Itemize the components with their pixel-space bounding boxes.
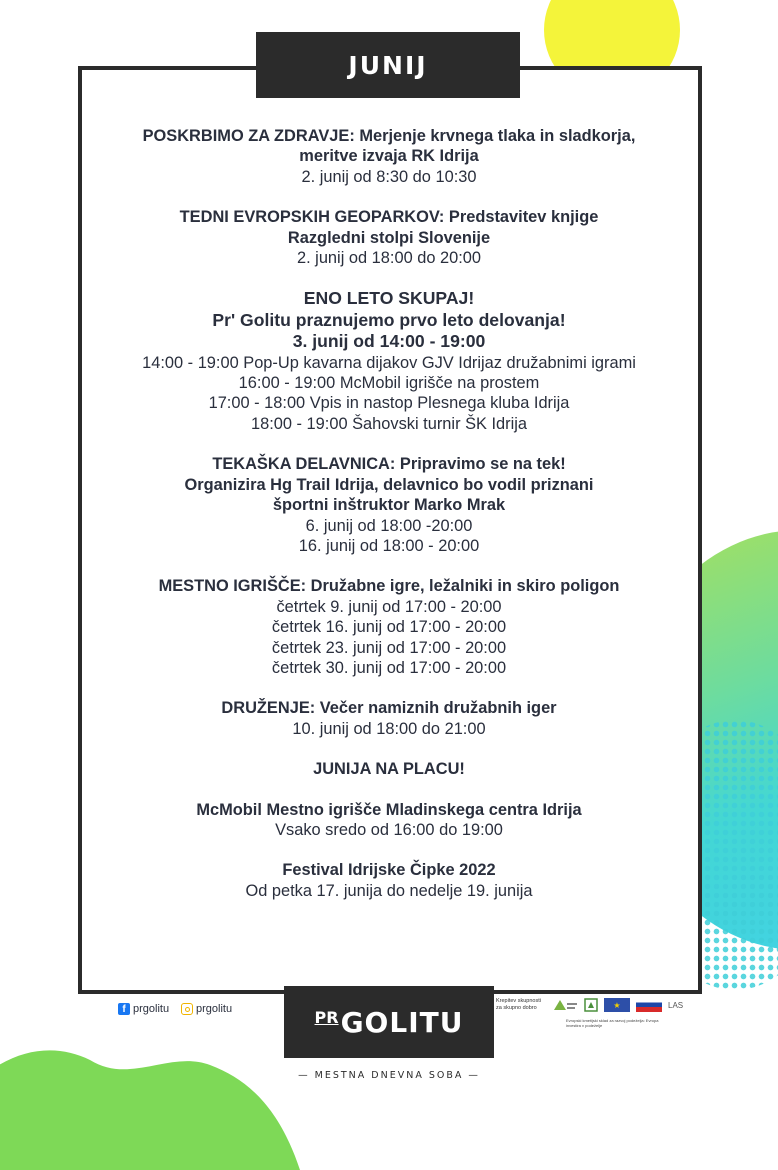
logo-name: GOLITU — [340, 1005, 464, 1039]
event-detail-line: 2. junij od 8:30 do 10:30 — [301, 167, 477, 186]
event-detail-line: 10. junij od 18:00 do 21:00 — [292, 719, 486, 738]
partner-text: Krepitev skupnosti za skupno dobro — [496, 998, 541, 1011]
event-block — [82, 800, 696, 841]
event-detail-line: 17:00 - 18:00 Vpis in nastop Plesnega kluba Idrija — [208, 394, 570, 413]
event-detail-line: Od petka 17. junija do nedelje 19. junija — [245, 881, 533, 900]
event-detail-line: 16. junij od 18:00 - 20:00 — [298, 536, 480, 555]
event-block — [82, 698, 696, 739]
event-heading-line: Razgledni stolpi Slovenije — [287, 228, 491, 247]
facebook-handle[interactable] — [118, 1003, 169, 1015]
event-detail-line: Vsako sredo od 16:00 do 19:00 — [275, 820, 503, 839]
eu-funding-note: Evropski kmetijski sklad za razvoj podeželja: Evropa investira v podeželje — [566, 1018, 659, 1028]
event-detail-line: četrtek 9. junij od 17:00 - 20:00 — [276, 597, 502, 616]
event-detail-line: četrtek 23. junij od 17:00 - 20:00 — [271, 638, 507, 657]
event-block — [82, 454, 696, 556]
logo-prefix: PR — [314, 1008, 339, 1027]
event-heading-line: TEDNI EVROPSKIH GEOPARKOV: Predstavitev knjige — [179, 208, 599, 227]
event-heading-line: športni inštruktor Marko Mrak — [272, 496, 506, 515]
event-heading-line: TEKAŠKA DELAVNICA: Pripravimo se na tek! — [212, 455, 566, 474]
facebook-icon: f — [118, 1003, 130, 1015]
event-block — [82, 207, 696, 268]
event-detail-line: 16:00 - 19:00 McMobil igrišče na prostem — [238, 374, 540, 393]
event-heading-line: 3. junij od 14:00 - 19:00 — [292, 331, 486, 352]
event-heading-line: Pr' Golitu praznujemo prvo leto delovanja! — [212, 309, 566, 330]
leader-logo-icon — [584, 998, 598, 1012]
event-heading-line: DRUŽENJE: Večer namiznih družabnih iger — [221, 699, 557, 718]
slovenia-flag-icon — [636, 998, 662, 1012]
partner-logos — [496, 998, 683, 1012]
event-heading-line: meritve izvaja RK Idrija — [299, 147, 479, 166]
event-heading-line: Festival Idrijske Čipke 2022 — [282, 861, 496, 880]
month-title: JUNIJ — [348, 50, 428, 80]
month-heading — [256, 32, 520, 98]
instagram-handle[interactable] — [181, 1003, 232, 1015]
event-heading-line: ENO LETO SKUPAJ! — [303, 288, 475, 309]
event-detail-line: četrtek 16. junij od 17:00 - 20:00 — [271, 618, 507, 637]
event-block — [82, 860, 696, 901]
event-block — [82, 126, 696, 187]
event-heading-line: Organizira Hg Trail Idrija, delavnico bo vodil priznani — [184, 475, 594, 494]
event-block — [82, 759, 696, 779]
event-detail-line: 18:00 - 19:00 Šahovski turnir ŠK Idrija — [250, 414, 528, 433]
event-heading-line: McMobil Mestno igrišče Mladinskega centra Idrija — [196, 800, 582, 819]
las-logo: LAS — [668, 1000, 684, 1010]
event-detail-line: 6. junij od 18:00 -20:00 — [305, 516, 473, 535]
decorative-green-wave — [0, 1030, 320, 1170]
facebook-label: prgolitu — [133, 1003, 170, 1015]
event-heading-line: JUNIJA NA PLACU! — [313, 760, 465, 779]
event-heading-line: POSKRBIMO ZA ZDRAVJE: Merjenje krvnega tlaka in sladkorja, — [142, 127, 636, 145]
event-detail-line: 14:00 - 19:00 Pop-Up kavarna dijakov GJV Idrijaz družabnimi igrami — [142, 353, 636, 372]
instagram-icon — [181, 1003, 193, 1015]
event-detail-line: četrtek 30. junij od 17:00 - 20:00 — [271, 658, 507, 677]
event-list — [82, 126, 696, 901]
event-block — [82, 288, 696, 434]
event-detail-line: 2. junij od 18:00 do 20:00 — [296, 249, 482, 268]
program-logo-icon — [552, 998, 578, 1012]
instagram-label: prgolitu — [196, 1003, 233, 1015]
event-heading-line: MESTNO IGRIŠČE: Družabne igre, ležalniki in skiro poligon — [158, 577, 620, 596]
event-block — [82, 576, 696, 678]
prgolitu-logo — [284, 986, 494, 1058]
eu-flag-icon: ★ — [604, 998, 630, 1012]
tagline: — MESTNA DNEVNA SOBA — — [298, 1070, 480, 1081]
